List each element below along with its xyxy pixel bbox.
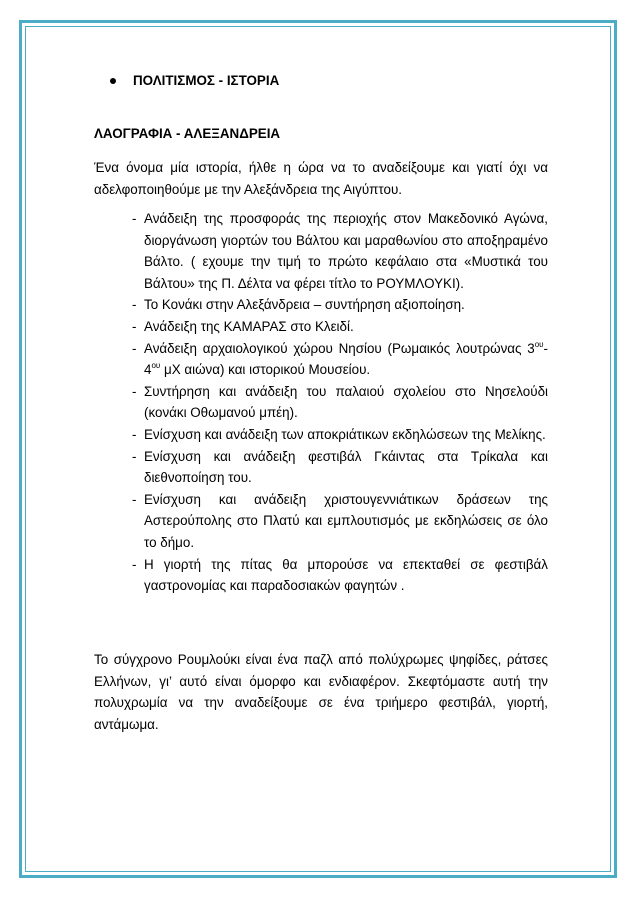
outro-paragraph: Το σύγχρονο Ρουμλούκι είναι ένα παζλ από πολύχρωμες ψηφίδες, ράτσες Ελλήνων, γι’ αυτό είναι όμορφο και ενδιαφέρον. Σκεφτόμαστε αυτή την πολυχρωμία να την αναδείξουμε σε ένα τριήμερο φεστιβάλ, γιορτή, αντάμωμα.	[94, 652, 548, 732]
section-title: ΛΑΟΓΡΑΦΙΑ - ΑΛΕΞΑΝΔΡΕΙΑ	[94, 126, 281, 141]
list-item-text: - 4	[144, 340, 548, 378]
list-item-text: μΧ αιώνα) και ιστορικού Μουσείου.	[160, 362, 371, 378]
list-item: - Ανάδειξη της ΚΑΜΑΡΑΣ στο Κλειδί.	[94, 316, 548, 338]
superscript: ου	[534, 339, 544, 349]
bullet-heading-text: ΠΟΛΙΤΙΣΜΟΣ - ΙΣΤΟΡΙΑ	[133, 73, 280, 88]
list-item-text: Ανάδειξη αρχαιολογικού χώρου Νησίου (Ρωμαικός λουτρώνας 3	[144, 340, 535, 356]
list-item: - Ενίσχυση και ανάδειξη χριστουγεννιάτικων δράσεων της Αστερούπολης στο Πλατύ και εμπλουτισμός με εκδηλώσεις σε όλο το δήμο.	[94, 489, 548, 554]
superscript: ου	[151, 361, 161, 371]
bullet-icon	[110, 78, 116, 84]
list-item: - Συντήρηση και ανάδειξη του παλαιού σχολείου στο Νησελούδι (κονάκι Οθωμανού μπέη).	[94, 381, 548, 424]
list-item: - Η γιορτή της πίτας θα μπορούσε να επεκταθεί σε φεστιβάλ γαστρονομίας και παραδοσιακών φαγητών .	[94, 554, 548, 597]
list-item	[94, 338, 548, 381]
list-item: - Ανάδειξη της προσφοράς της περιοχής στον Μακεδονικό Αγώνα, διοργάνωση γιορτών του Βάλτου και μαραθωνίου στο αποξηραμένο Βάλτο. ( εχουμε την τιμή το πρώτο κεφάλαιο στα «Μυστικά του Βάλτου» της Π. Δέλτα να φέρει τίτλο το ΡΟΥΜΛΟΥΚΙ).	[94, 208, 548, 294]
list-item: - Ενίσχυση και ανάδειξη φεστιβάλ Γκάιντας στα Τρίκαλα και διεθνοποίηση του.	[94, 446, 548, 489]
list-item: - Το Κονάκι στην Αλεξάνδρεια – συντήρηση αξιοποίηση.	[94, 294, 548, 316]
list-item: - Ενίσχυση και ανάδειξη των αποκριάτικων εκδηλώσεων της Μελίκης.	[94, 424, 548, 446]
bullet-heading	[110, 73, 279, 88]
intro-paragraph: Ένα όνομα μία ιστορία, ήλθε η ώρα να το αναδείξουμε και γιατί όχι να αδελφοποιηθούμε με την Αλεξάνδρεια της Αιγύπτου.	[94, 160, 548, 197]
dash-list	[94, 208, 548, 597]
